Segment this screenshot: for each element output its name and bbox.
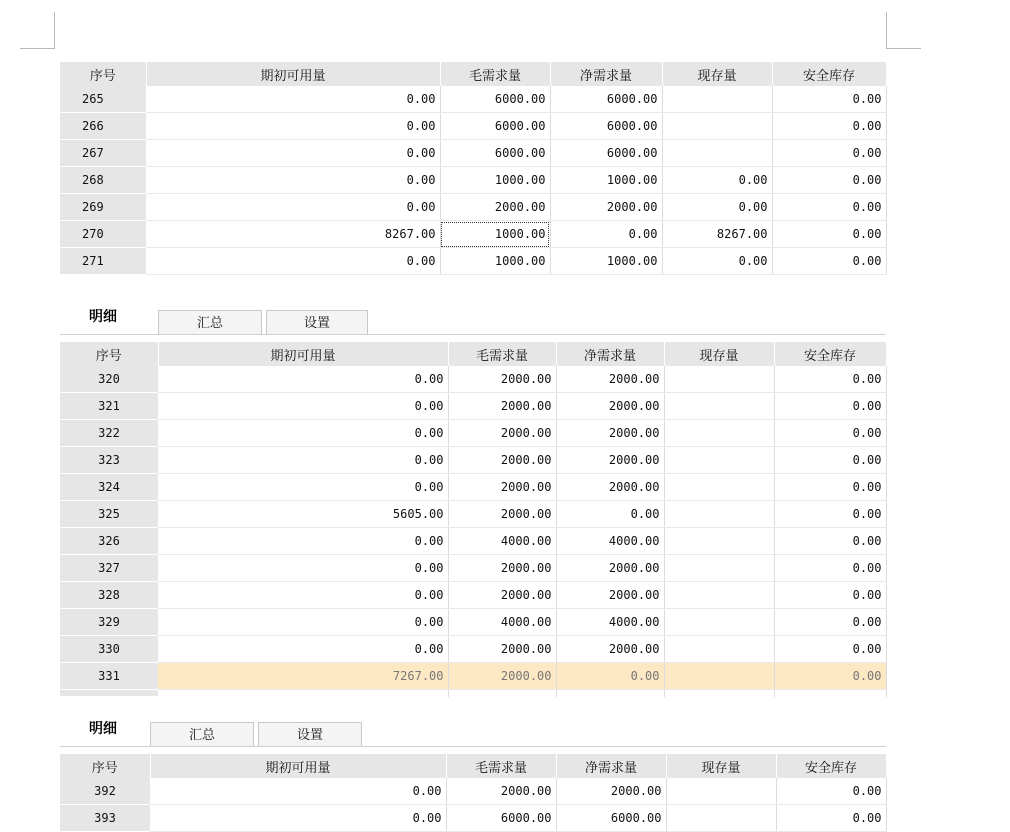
tab-summary[interactable]: 汇总 xyxy=(158,310,262,334)
table-row[interactable] xyxy=(60,366,886,393)
cell-on-hand[interactable] xyxy=(664,663,774,690)
tab-bar xyxy=(60,716,886,747)
table-row[interactable] xyxy=(60,582,886,609)
cell-opening-available[interactable]: 0.00 xyxy=(158,393,448,420)
table-row[interactable] xyxy=(60,393,886,420)
cell-opening-available[interactable]: 0.00 xyxy=(158,366,448,393)
column-header-on-hand[interactable]: 现存量 xyxy=(662,62,772,86)
row-seq[interactable]: 268 xyxy=(60,167,146,194)
cell-on-hand[interactable] xyxy=(664,555,774,582)
page-corner-mark-left xyxy=(20,12,55,49)
row-seq[interactable]: 330 xyxy=(60,636,158,663)
table-row[interactable] xyxy=(60,501,886,528)
column-header-gross-requirement[interactable]: 毛需求量 xyxy=(446,754,556,778)
cell-opening-available[interactable]: 0.00 xyxy=(158,528,448,555)
row-seq[interactable]: 271 xyxy=(60,248,146,275)
cell-opening-available[interactable]: 0.00 xyxy=(150,778,446,805)
cell-net-requirement[interactable]: 2000.00 xyxy=(556,393,664,420)
cell-net-requirement[interactable]: 4000.00 xyxy=(556,609,664,636)
cell-on-hand[interactable]: 0.00 xyxy=(662,194,772,221)
row-seq[interactable]: 266 xyxy=(60,113,146,140)
cell-gross-requirement[interactable]: 4000.00 xyxy=(448,528,556,555)
table-row[interactable] xyxy=(60,528,886,555)
row-seq[interactable]: 265 xyxy=(60,86,146,113)
cell-safety-stock[interactable]: 0.00 xyxy=(772,194,886,221)
cell-opening-available[interactable]: 0.00 xyxy=(146,194,440,221)
column-header-net-requirement[interactable]: 净需求量 xyxy=(550,62,662,86)
cell-net-requirement[interactable]: 6000.00 xyxy=(550,86,662,113)
cell-opening-available[interactable]: 0.00 xyxy=(158,609,448,636)
cell-gross-requirement[interactable]: 2000.00 xyxy=(446,778,556,805)
row-seq[interactable]: 331 xyxy=(60,663,158,690)
table-row[interactable] xyxy=(60,194,886,221)
cell-safety-stock[interactable]: 0.00 xyxy=(774,528,886,555)
mrp-grid-1 xyxy=(60,62,887,275)
cell-on-hand[interactable]: 0.00 xyxy=(662,248,772,275)
cell-net-requirement[interactable]: 2000.00 xyxy=(550,194,662,221)
cell-empty xyxy=(158,690,448,697)
column-header-on-hand[interactable]: 现存量 xyxy=(664,342,774,366)
cell-gross-requirement[interactable]: 6000.00 xyxy=(440,86,550,113)
cell-safety-stock[interactable]: 0.00 xyxy=(774,636,886,663)
cell-safety-stock[interactable]: 0.00 xyxy=(776,805,886,832)
cell-gross-requirement[interactable]: 6000.00 xyxy=(446,805,556,832)
cell-safety-stock[interactable]: 0.00 xyxy=(772,86,886,113)
row-seq[interactable]: 267 xyxy=(60,140,146,167)
cell-safety-stock[interactable]: 0.00 xyxy=(774,582,886,609)
cell-gross-requirement[interactable]: 6000.00 xyxy=(440,140,550,167)
cell-net-requirement[interactable]: 1000.00 xyxy=(550,248,662,275)
row-seq[interactable]: 270 xyxy=(60,221,146,248)
column-header-on-hand[interactable]: 现存量 xyxy=(666,754,776,778)
column-header-gross-requirement[interactable]: 毛需求量 xyxy=(448,342,556,366)
cell-safety-stock[interactable]: 0.00 xyxy=(774,555,886,582)
row-seq[interactable]: 392 xyxy=(60,778,150,805)
column-header-opening-available[interactable]: 期初可用量 xyxy=(150,754,446,778)
cell-on-hand[interactable] xyxy=(664,366,774,393)
cell-net-requirement[interactable]: 0.00 xyxy=(556,501,664,528)
cell-net-requirement[interactable]: 2000.00 xyxy=(556,778,666,805)
cell-safety-stock[interactable]: 0.00 xyxy=(774,447,886,474)
cell-opening-available[interactable]: 0.00 xyxy=(146,113,440,140)
table-row-selected[interactable] xyxy=(60,663,886,690)
cell-gross-requirement[interactable]: 2000.00 xyxy=(448,366,556,393)
cell-on-hand[interactable] xyxy=(664,528,774,555)
mrp-grid-2 xyxy=(60,342,887,697)
column-header-gross-requirement[interactable]: 毛需求量 xyxy=(440,62,550,86)
tab-settings[interactable]: 设置 xyxy=(258,722,362,746)
header-row xyxy=(60,62,886,86)
row-seq[interactable]: 322 xyxy=(60,420,158,447)
cell-safety-stock[interactable]: 0.00 xyxy=(772,140,886,167)
cell-gross-requirement[interactable]: 4000.00 xyxy=(448,609,556,636)
header-row xyxy=(60,754,886,778)
cell-empty xyxy=(556,690,664,697)
cell-empty xyxy=(774,690,886,697)
cell-safety-stock[interactable]: 0.00 xyxy=(772,221,886,248)
cell-gross-requirement[interactable]: 1000.00 xyxy=(440,248,550,275)
column-header-net-requirement[interactable]: 净需求量 xyxy=(556,754,666,778)
cell-gross-requirement[interactable]: 6000.00 xyxy=(440,113,550,140)
table-row[interactable] xyxy=(60,86,886,113)
cell-net-requirement[interactable]: 4000.00 xyxy=(556,528,664,555)
cell-safety-stock[interactable]: 0.00 xyxy=(772,167,886,194)
column-header-seq[interactable]: 序号 xyxy=(60,62,146,86)
cell-opening-available[interactable]: 0.00 xyxy=(158,420,448,447)
cell-on-hand[interactable] xyxy=(666,805,776,832)
column-header-safety-stock[interactable]: 安全库存 xyxy=(772,62,886,86)
cell-opening-available[interactable]: 0.00 xyxy=(146,140,440,167)
cell-net-requirement[interactable]: 2000.00 xyxy=(556,474,664,501)
cell-opening-available[interactable]: 0.00 xyxy=(158,582,448,609)
table-row[interactable] xyxy=(60,778,886,805)
cell-gross-requirement[interactable]: 2000.00 xyxy=(448,420,556,447)
cell-on-hand[interactable] xyxy=(664,393,774,420)
cell-net-requirement[interactable]: 0.00 xyxy=(556,663,664,690)
cell-safety-stock[interactable]: 0.00 xyxy=(776,778,886,805)
row-seq[interactable]: 325 xyxy=(60,501,158,528)
row-seq[interactable]: 393 xyxy=(60,805,150,832)
cell-safety-stock[interactable]: 0.00 xyxy=(772,113,886,140)
cell-empty xyxy=(664,690,774,697)
cell-gross-requirement[interactable]: 2000.00 xyxy=(448,555,556,582)
cell-opening-available[interactable]: 8267.00 xyxy=(146,221,440,248)
cell-net-requirement[interactable]: 1000.00 xyxy=(550,167,662,194)
cell-on-hand[interactable] xyxy=(662,140,772,167)
row-seq[interactable]: 328 xyxy=(60,582,158,609)
cell-net-requirement[interactable]: 2000.00 xyxy=(556,420,664,447)
table-row[interactable] xyxy=(60,167,886,194)
tab-detail[interactable]: 明细 xyxy=(60,716,146,746)
cell-net-requirement[interactable]: 2000.00 xyxy=(556,366,664,393)
cell-on-hand[interactable]: 8267.00 xyxy=(662,221,772,248)
cell-on-hand[interactable] xyxy=(664,447,774,474)
column-header-seq[interactable]: 序号 xyxy=(60,342,158,366)
tab-summary[interactable]: 汇总 xyxy=(150,722,254,746)
cell-on-hand[interactable] xyxy=(664,501,774,528)
cell-safety-stock[interactable]: 0.00 xyxy=(774,501,886,528)
cell-empty xyxy=(448,690,556,697)
row-seq-empty xyxy=(60,690,158,697)
cell-opening-available[interactable]: 0.00 xyxy=(158,474,448,501)
cell-on-hand[interactable] xyxy=(664,582,774,609)
cell-safety-stock[interactable]: 0.00 xyxy=(774,663,886,690)
table-row[interactable] xyxy=(60,636,886,663)
cell-on-hand[interactable] xyxy=(664,474,774,501)
cell-net-requirement[interactable]: 2000.00 xyxy=(556,636,664,663)
row-seq[interactable]: 269 xyxy=(60,194,146,221)
cell-safety-stock[interactable]: 0.00 xyxy=(774,393,886,420)
cell-gross-requirement[interactable]: 2000.00 xyxy=(448,447,556,474)
cell-opening-available[interactable]: 0.00 xyxy=(150,805,446,832)
table-row[interactable] xyxy=(60,140,886,167)
cell-gross-requirement[interactable]: 2000.00 xyxy=(448,474,556,501)
cell-on-hand[interactable] xyxy=(664,636,774,663)
cell-on-hand[interactable] xyxy=(664,609,774,636)
cell-opening-available[interactable]: 0.00 xyxy=(146,167,440,194)
cell-on-hand[interactable] xyxy=(666,778,776,805)
column-header-opening-available[interactable]: 期初可用量 xyxy=(146,62,440,86)
cell-on-hand[interactable] xyxy=(662,86,772,113)
tab-settings[interactable]: 设置 xyxy=(266,310,368,334)
cell-gross-requirement[interactable]: 2000.00 xyxy=(448,636,556,663)
cell-gross-requirement-focused[interactable]: 1000.00 xyxy=(440,221,550,248)
cell-on-hand[interactable]: 0.00 xyxy=(662,167,772,194)
cell-gross-requirement[interactable]: 2000.00 xyxy=(448,393,556,420)
page-corner-mark-right xyxy=(886,12,921,49)
column-header-seq[interactable]: 序号 xyxy=(60,754,150,778)
cell-gross-requirement[interactable]: 2000.00 xyxy=(448,501,556,528)
table-row[interactable] xyxy=(60,555,886,582)
mrp-grid-3 xyxy=(60,754,887,832)
table-row-empty xyxy=(60,690,886,697)
cell-net-requirement[interactable]: 6000.00 xyxy=(550,140,662,167)
cell-gross-requirement[interactable]: 2000.00 xyxy=(448,663,556,690)
cell-gross-requirement[interactable]: 2000.00 xyxy=(440,194,550,221)
cell-net-requirement[interactable]: 0.00 xyxy=(550,221,662,248)
cell-net-requirement[interactable]: 2000.00 xyxy=(556,555,664,582)
cell-net-requirement[interactable]: 2000.00 xyxy=(556,447,664,474)
table-row[interactable] xyxy=(60,447,886,474)
table-row[interactable] xyxy=(60,248,886,275)
tab-bar xyxy=(60,304,886,335)
cell-on-hand[interactable] xyxy=(664,420,774,447)
cell-on-hand[interactable] xyxy=(662,113,772,140)
column-header-safety-stock[interactable]: 安全库存 xyxy=(774,342,886,366)
row-seq[interactable]: 329 xyxy=(60,609,158,636)
cell-opening-available[interactable]: 0.00 xyxy=(146,248,440,275)
table-row[interactable] xyxy=(60,474,886,501)
table-row[interactable] xyxy=(60,113,886,140)
cell-safety-stock[interactable]: 0.00 xyxy=(772,248,886,275)
cell-gross-requirement[interactable]: 2000.00 xyxy=(448,582,556,609)
table-row[interactable] xyxy=(60,805,886,832)
cell-net-requirement[interactable]: 6000.00 xyxy=(550,113,662,140)
tab-detail[interactable]: 明细 xyxy=(60,304,146,334)
row-seq[interactable]: 321 xyxy=(60,393,158,420)
column-header-opening-available[interactable]: 期初可用量 xyxy=(158,342,448,366)
cell-opening-available[interactable]: 0.00 xyxy=(158,447,448,474)
table-row[interactable] xyxy=(60,420,886,447)
cell-safety-stock[interactable]: 0.00 xyxy=(774,609,886,636)
cell-net-requirement[interactable]: 6000.00 xyxy=(556,805,666,832)
row-seq[interactable]: 324 xyxy=(60,474,158,501)
cell-opening-available[interactable]: 0.00 xyxy=(158,555,448,582)
column-header-safety-stock[interactable]: 安全库存 xyxy=(776,754,886,778)
cell-opening-available[interactable]: 7267.00 xyxy=(158,663,448,690)
cell-gross-requirement[interactable]: 1000.00 xyxy=(440,167,550,194)
row-seq[interactable]: 320 xyxy=(60,366,158,393)
column-header-net-requirement[interactable]: 净需求量 xyxy=(556,342,664,366)
table-row[interactable] xyxy=(60,221,886,248)
table-row[interactable] xyxy=(60,609,886,636)
row-seq[interactable]: 327 xyxy=(60,555,158,582)
cell-opening-available[interactable]: 5605.00 xyxy=(158,501,448,528)
row-seq[interactable]: 323 xyxy=(60,447,158,474)
cell-opening-available[interactable]: 0.00 xyxy=(158,636,448,663)
cell-safety-stock[interactable]: 0.00 xyxy=(774,474,886,501)
row-seq[interactable]: 326 xyxy=(60,528,158,555)
cell-opening-available[interactable]: 0.00 xyxy=(146,86,440,113)
cell-safety-stock[interactable]: 0.00 xyxy=(774,420,886,447)
header-row xyxy=(60,342,886,366)
cell-safety-stock[interactable]: 0.00 xyxy=(774,366,886,393)
cell-net-requirement[interactable]: 2000.00 xyxy=(556,582,664,609)
